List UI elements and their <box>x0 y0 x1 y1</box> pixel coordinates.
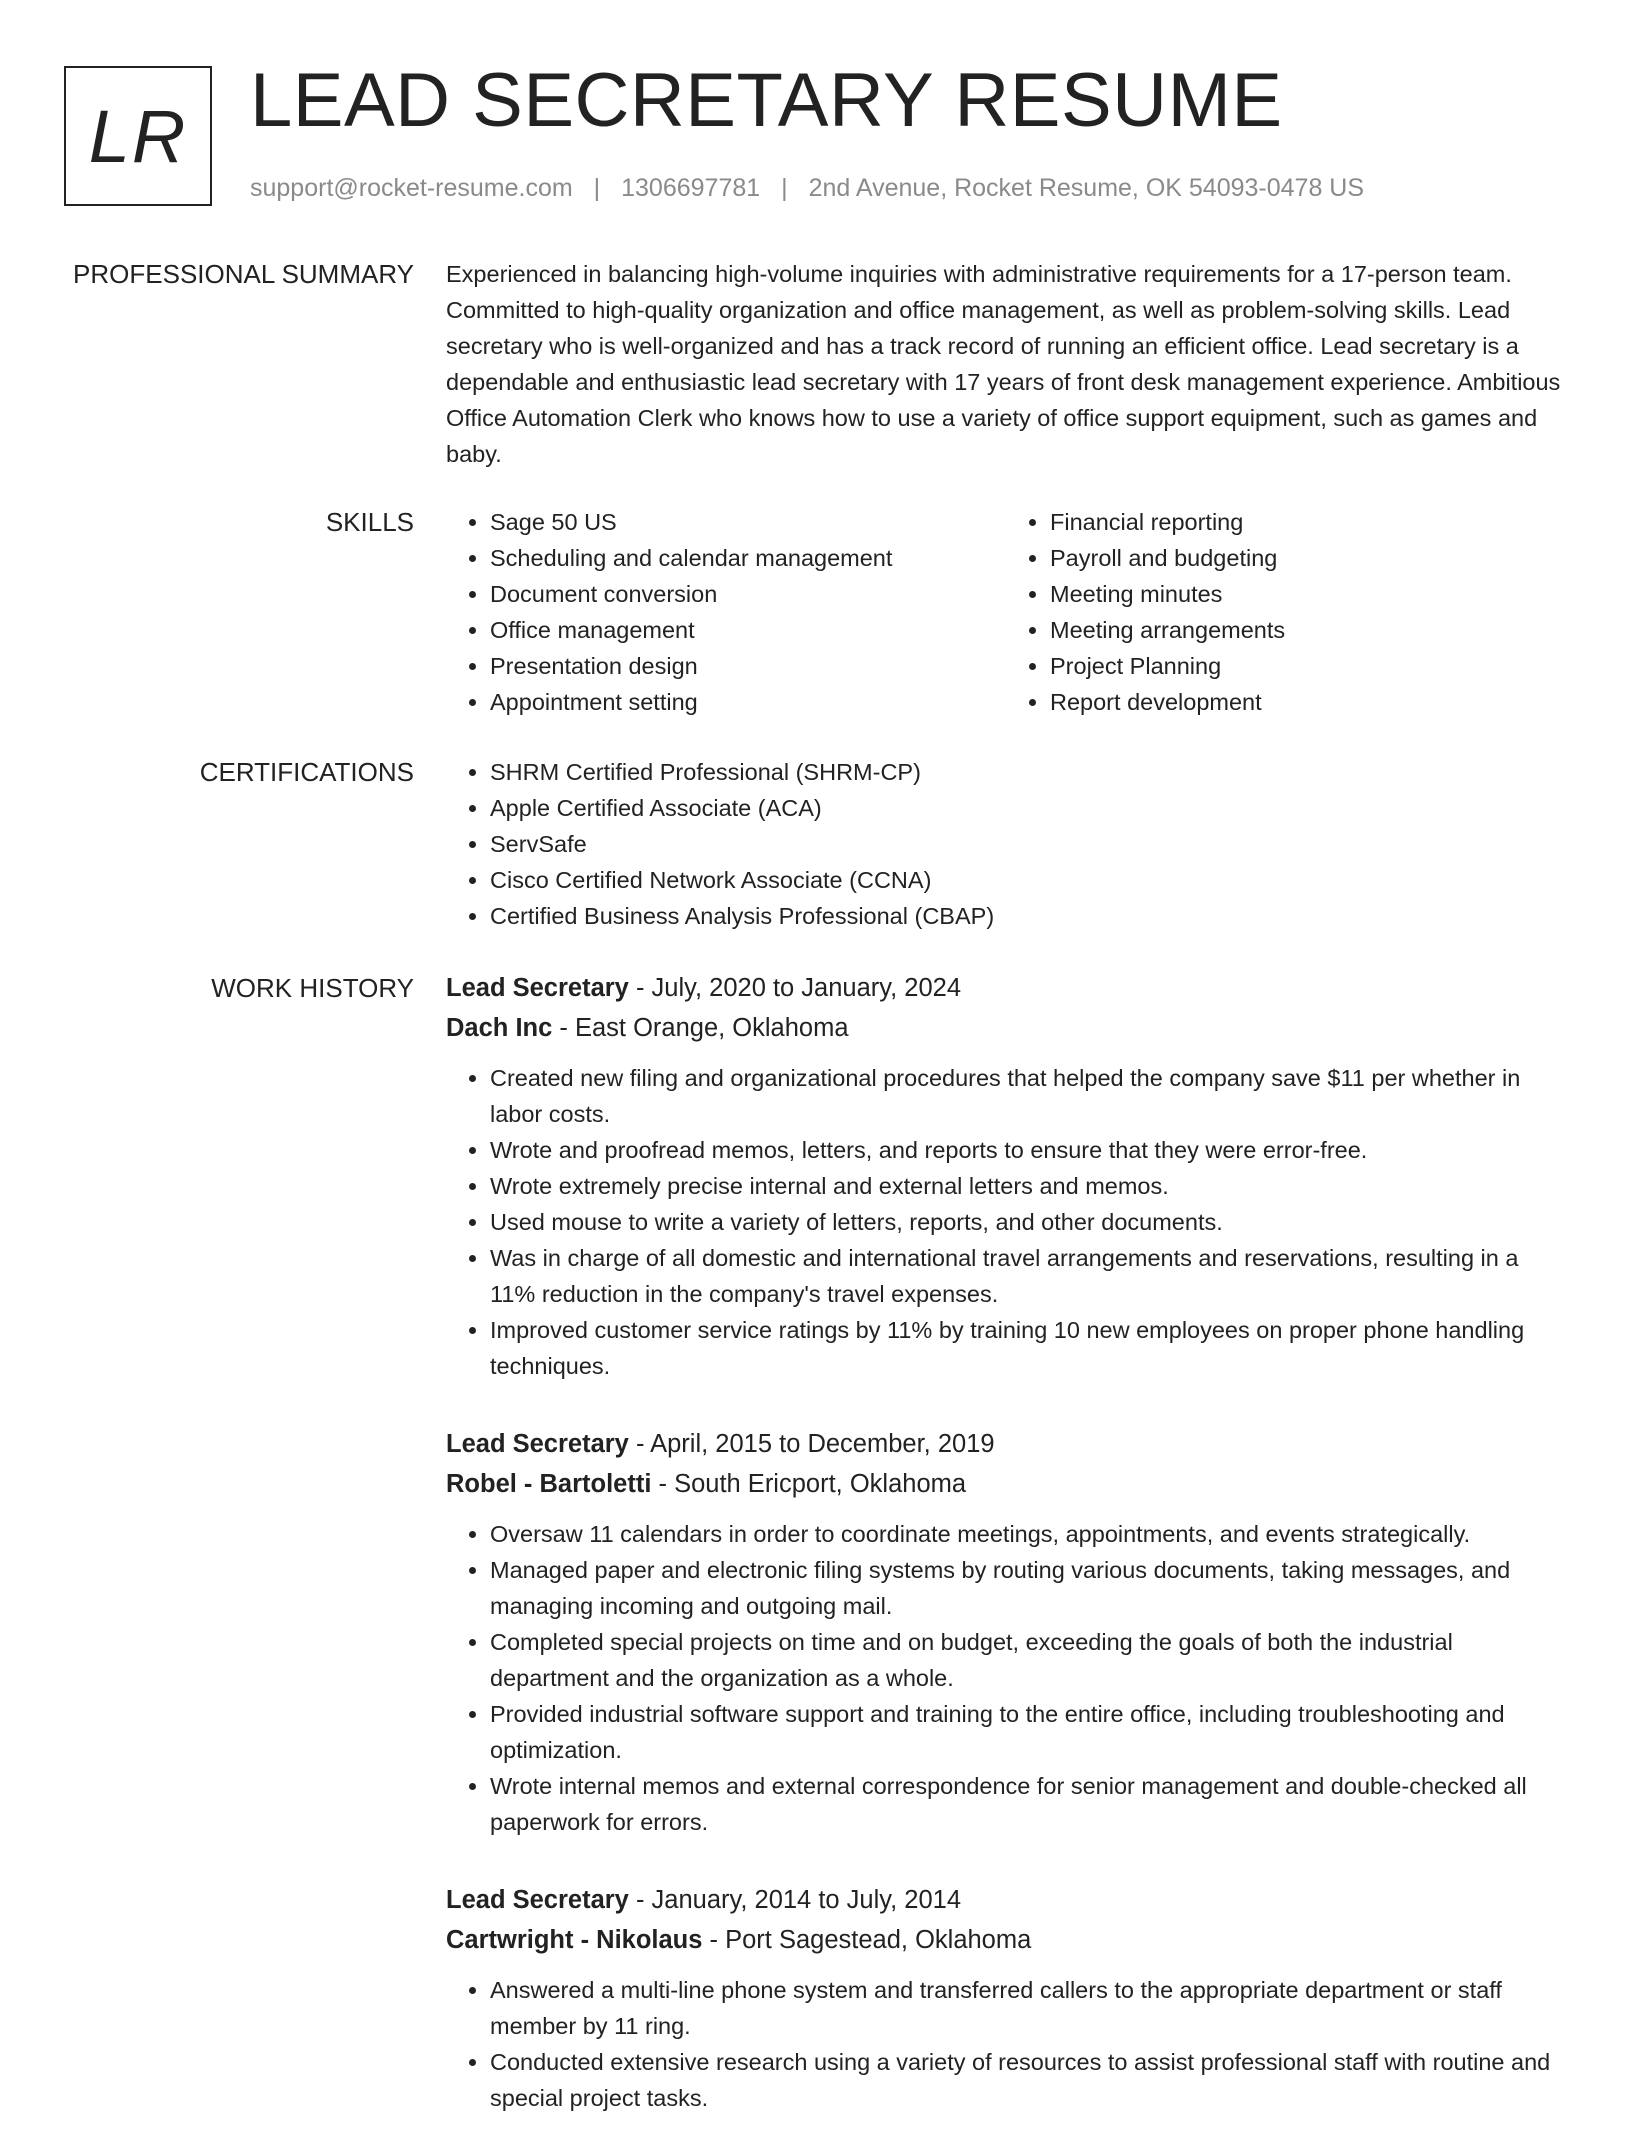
job-company: Robel - Bartoletti <box>446 1470 652 1498</box>
summary-text: Experienced in balancing high-volume inquiries with administrative requirements for a 17-person team. Committed to high-quality organization and office management, as well as problem-solving skills. Lead secretary who is well-organized and has a track record of running an efficient office. Lead secretary is a dependable and enthusiastic lead secretary with 17 years of front desk management experience. Ambitious Office Automation Clerk who knows how to use a variety of office support equipment, such as games and baby. <box>446 261 1561 467</box>
job-title: Lead Secretary <box>446 974 629 1002</box>
job-location: - South Ericport, Oklahoma <box>651 1470 967 1498</box>
certifications-list <box>446 754 1566 934</box>
contact-line <box>250 174 1364 203</box>
job-bullet: • Wrote extremely precise internal and external letters and memos. <box>490 1168 1566 1204</box>
skill-item: • Presentation design <box>490 648 1006 684</box>
job-bullet: • Conducted extensive research using a variety of resources to assist professional staff with routine and special project tasks. <box>490 2044 1566 2116</box>
contact-separator: | <box>593 174 601 202</box>
skill-item: • Report development <box>1050 684 1566 720</box>
job-heading <box>446 1424 1566 1464</box>
job-bullets <box>446 1060 1566 1384</box>
job-bullet: • Completed special projects on time and on budget, exceeding the goals of both the industrial department and the organization as a whole. <box>490 1624 1566 1696</box>
job-bullet: • Oversaw 11 calendars in order to coordinate meetings, appointments, and events strategically. <box>490 1516 1566 1552</box>
skill-item: • Appointment setting <box>490 684 1006 720</box>
certification-item: • Cisco Certified Network Associate (CCNA) <box>490 862 1566 898</box>
certification-item: • Certified Business Analysis Professional (CBAP) <box>490 898 1566 934</box>
job-company-line <box>446 1920 1566 1960</box>
work-history-label: WORK HISTORY <box>211 973 414 1003</box>
job-company-line <box>446 1008 1566 1048</box>
skills-list-left <box>446 504 1006 720</box>
job-bullet: • Improved customer service ratings by 11% by training 10 new employees on proper phone handling techniques. <box>490 1312 1566 1384</box>
job-company: Cartwright - Nikolaus <box>446 1926 703 1954</box>
job-bullet: • Answered a multi-line phone system and transferred callers to the appropriate department or staff member by 11 ring. <box>490 1972 1566 2044</box>
skill-item: • Scheduling and calendar management <box>490 540 1006 576</box>
job-entry <box>446 1880 1566 2116</box>
job-bullets <box>446 1972 1566 2116</box>
job-title: Lead Secretary <box>446 1886 629 1914</box>
job-bullet: • Was in charge of all domestic and international travel arrangements and reservations, resulting in a 11% reduction in the company's travel expenses. <box>490 1240 1566 1312</box>
job-company-line <box>446 1464 1566 1504</box>
skill-item: • Meeting minutes <box>1050 576 1566 612</box>
job-entry <box>446 968 1566 1384</box>
job-location: - East Orange, Oklahoma <box>552 1014 849 1042</box>
contact-email: support@rocket-resume.com <box>250 174 573 202</box>
job-dates: - April, 2015 to December, 2019 <box>628 1430 995 1458</box>
certification-item: • SHRM Certified Professional (SHRM-CP) <box>490 754 1566 790</box>
job-heading <box>446 968 1566 1008</box>
contact-phone: 1306697781 <box>621 174 761 202</box>
job-dates: - January, 2014 to July, 2014 <box>628 1886 962 1914</box>
certification-item: • Apple Certified Associate (ACA) <box>490 790 1566 826</box>
job-bullet: • Used mouse to write a variety of letters, reports, and other documents. <box>490 1204 1566 1240</box>
skill-item: • Payroll and budgeting <box>1050 540 1566 576</box>
certifications-label: CERTIFICATIONS <box>199 757 414 787</box>
job-bullet: • Wrote and proofread memos, letters, and reports to ensure that they were error-free. <box>490 1132 1566 1168</box>
skill-item: • Project Planning <box>1050 648 1566 684</box>
skill-item: • Meeting arrangements <box>1050 612 1566 648</box>
job-bullet: • Managed paper and electronic filing systems by routing various documents, taking messages, and managing incoming and outgoing mail. <box>490 1552 1566 1624</box>
job-bullet: • Wrote internal memos and external correspondence for senior management and double-checked all paperwork for errors. <box>490 1768 1566 1840</box>
job-bullet: • Created new filing and organizational procedures that helped the company save $11 per whether in labor costs. <box>490 1060 1566 1132</box>
contact-separator: | <box>781 174 788 202</box>
job-location: - Port Sagestead, Oklahoma <box>702 1926 1032 1954</box>
job-dates: - July, 2020 to January, 2024 <box>628 974 962 1002</box>
job-bullets <box>446 1516 1566 1840</box>
skill-item: • Document conversion <box>490 576 1006 612</box>
skill-item: • Office management <box>490 612 1006 648</box>
resume-title: LEAD SECRETARY RESUME <box>250 58 1283 143</box>
skill-item: • Financial reporting <box>1050 504 1566 540</box>
skills-label: SKILLS <box>325 507 414 537</box>
job-title: Lead Secretary <box>446 1430 629 1458</box>
job-company: Dach Inc <box>446 1014 553 1042</box>
monogram-logo: LR <box>64 66 212 206</box>
skills-list-right <box>1006 504 1566 720</box>
job-bullet: • Provided industrial software support and training to the entire office, including troubleshooting and optimization. <box>490 1696 1566 1768</box>
job-heading <box>446 1880 1566 1920</box>
summary-label: PROFESSIONAL SUMMARY <box>73 259 414 289</box>
skill-item: • Sage 50 US <box>490 504 1006 540</box>
job-entry <box>446 1424 1566 1840</box>
certification-item: • ServSafe <box>490 826 1566 862</box>
contact-address: 2nd Avenue, Rocket Resume, OK 54093-0478 US <box>808 174 1365 202</box>
